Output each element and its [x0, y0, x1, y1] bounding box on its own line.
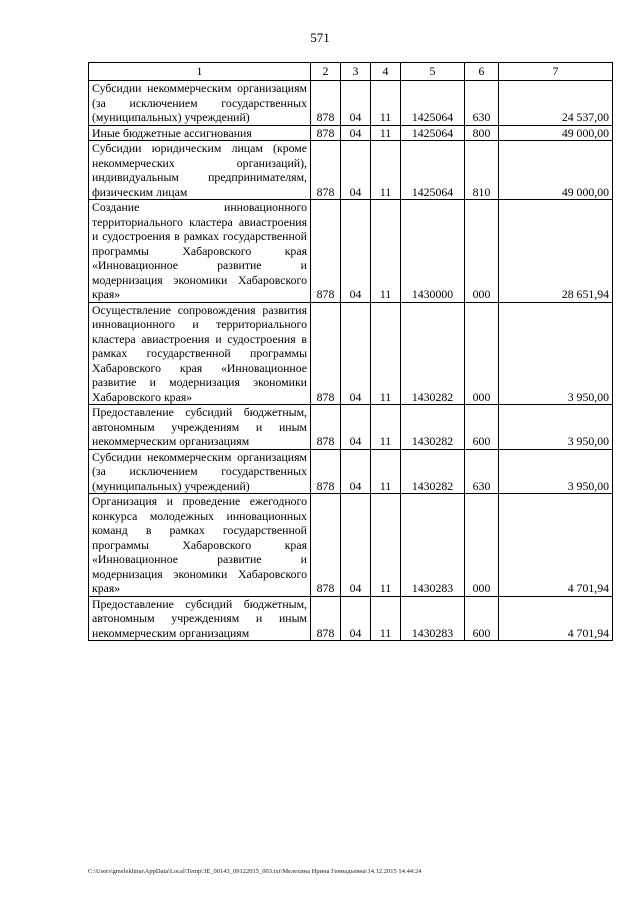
code-cell: 878: [311, 494, 341, 597]
item-name: Организация и проведение ежегодного конкурса молодежных инновационных команд в рамках государственной программы Хабаровского края «Инновационное развитие и модернизация экономики Хабаровского края»: [89, 494, 311, 597]
code-cell: 11: [371, 302, 401, 405]
code-cell: 11: [371, 81, 401, 126]
code-cell: 04: [341, 494, 371, 597]
code-cell: 878: [311, 200, 341, 303]
table-row: [89, 302, 613, 405]
header-cell: 2: [311, 63, 341, 81]
code-cell: 600: [465, 596, 499, 641]
code-cell: 630: [465, 81, 499, 126]
table-row: [89, 125, 613, 141]
header-cell: 3: [341, 63, 371, 81]
code-cell: 04: [341, 125, 371, 141]
amount-cell: 3 950,00: [499, 405, 613, 450]
amount-cell: 4 701,94: [499, 494, 613, 597]
amount-cell: 3 950,00: [499, 302, 613, 405]
code-cell: 1430282: [401, 405, 465, 450]
code-cell: 11: [371, 405, 401, 450]
table-row: [89, 200, 613, 303]
code-cell: 04: [341, 141, 371, 200]
amount-cell: 3 950,00: [499, 449, 613, 494]
code-cell: 878: [311, 81, 341, 126]
code-cell: 11: [371, 596, 401, 641]
code-cell: 878: [311, 596, 341, 641]
code-cell: 1430282: [401, 302, 465, 405]
item-name: Осуществление сопровождения развития инновационного и территориального кластера авиастроения и судостроения в рамках государственной программы Хабаровского края «Инновационное развитие и модернизация экономики Хабаровского края»: [89, 302, 311, 405]
code-cell: 1425064: [401, 81, 465, 126]
code-cell: 630: [465, 449, 499, 494]
header-cell: 7: [499, 63, 613, 81]
code-cell: 04: [341, 596, 371, 641]
code-cell: 810: [465, 141, 499, 200]
header-row: [89, 63, 613, 81]
table-row: [89, 596, 613, 641]
code-cell: 878: [311, 405, 341, 450]
page-number: 571: [310, 30, 330, 45]
budget-table: [88, 62, 613, 641]
table-row: [89, 494, 613, 597]
code-cell: 04: [341, 81, 371, 126]
item-name: Субсидии некоммерческим организациям (за исключением государственных (муниципальных) учреждений): [89, 449, 311, 494]
code-cell: 11: [371, 449, 401, 494]
code-cell: 11: [371, 494, 401, 597]
item-name: Предоставление субсидий бюджетным, автономным учреждениям и иным некоммерческим организациям: [89, 405, 311, 450]
code-cell: 11: [371, 125, 401, 141]
header-cell: 5: [401, 63, 465, 81]
amount-cell: 24 537,00: [499, 81, 613, 126]
item-name: Иные бюджетные ассигнования: [89, 125, 311, 141]
code-cell: 000: [465, 200, 499, 303]
item-name: Субсидии некоммерческим организациям (за исключением государственных (муниципальных) учреждений): [89, 81, 311, 126]
header-cell: 1: [89, 63, 311, 81]
code-cell: 1425064: [401, 125, 465, 141]
code-cell: 04: [341, 302, 371, 405]
code-cell: 1425064: [401, 141, 465, 200]
table-row: [89, 405, 613, 450]
header-cell: 6: [465, 63, 499, 81]
header-cell: 4: [371, 63, 401, 81]
code-cell: 1430283: [401, 494, 465, 597]
table-row: [89, 141, 613, 200]
file-path-footer: C:\Users\gmelekhina\AppData\Local\Temp\3E_00143_09122015_003.txt\Мелехина Ирина Геннадьевна\14.12.2015 14:44:24: [88, 868, 422, 875]
code-cell: 11: [371, 200, 401, 303]
code-cell: 600: [465, 405, 499, 450]
item-name: Создание инновационного территориального кластера авиастроения и судостроения в рамках государственной программы Хабаровского края «Инновационное развитие и модернизация экономики Хабаровского края»: [89, 200, 311, 303]
code-cell: 04: [341, 405, 371, 450]
amount-cell: 49 000,00: [499, 141, 613, 200]
code-cell: 878: [311, 141, 341, 200]
item-name: Предоставление субсидий бюджетным, автономным учреждениям и иным некоммерческим организациям: [89, 596, 311, 641]
item-name: Субсидии юридическим лицам (кроме некоммерческих организаций), индивидуальным предпринимателям, физическим лицам: [89, 141, 311, 200]
code-cell: 1430000: [401, 200, 465, 303]
code-cell: 04: [341, 200, 371, 303]
code-cell: 1430282: [401, 449, 465, 494]
code-cell: 000: [465, 494, 499, 597]
code-cell: 1430283: [401, 596, 465, 641]
table-row: [89, 81, 613, 126]
amount-cell: 4 701,94: [499, 596, 613, 641]
amount-cell: 49 000,00: [499, 125, 613, 141]
code-cell: 878: [311, 449, 341, 494]
code-cell: 04: [341, 449, 371, 494]
code-cell: 000: [465, 302, 499, 405]
code-cell: 11: [371, 141, 401, 200]
code-cell: 800: [465, 125, 499, 141]
code-cell: 878: [311, 302, 341, 405]
code-cell: 878: [311, 125, 341, 141]
amount-cell: 28 651,94: [499, 200, 613, 303]
table-row: [89, 449, 613, 494]
